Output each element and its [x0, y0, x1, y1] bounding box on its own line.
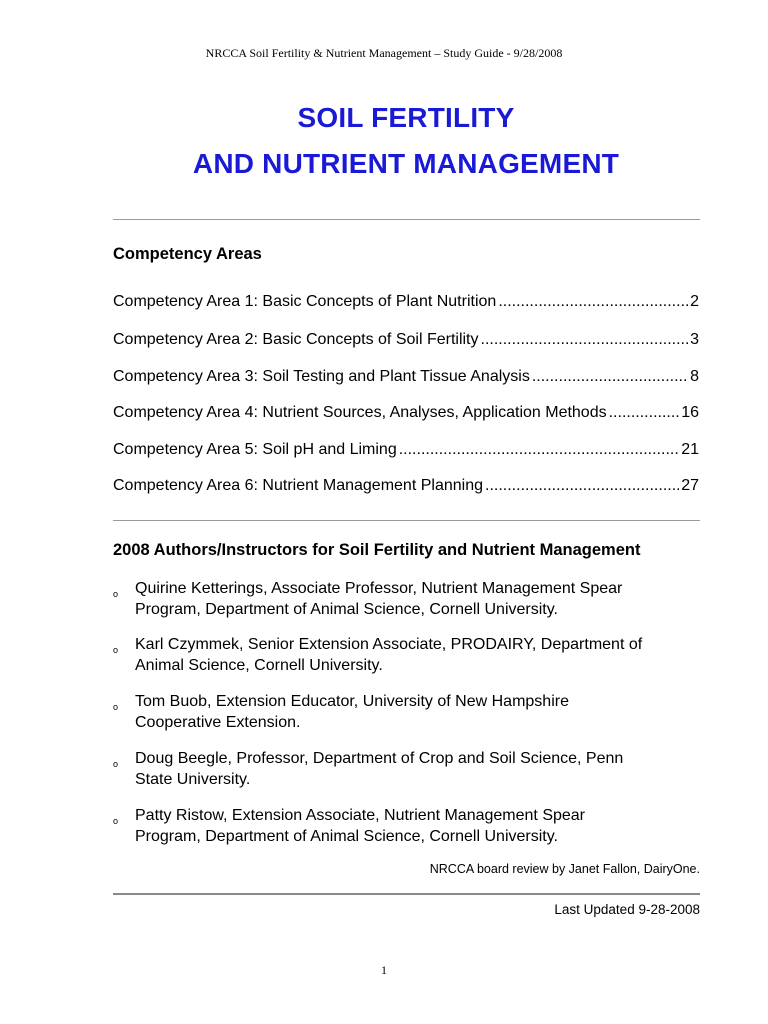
- author-line: Tom Buob, Extension Educator, University of New Hampshire: [135, 693, 569, 710]
- author-line: Cooperative Extension.: [135, 714, 301, 731]
- toc-entry-label: Competency Area 3: Soil Testing and Plant Tissue Analysis: [113, 368, 530, 385]
- toc-entry-page: 2: [690, 293, 699, 310]
- author-line: Program, Department of Animal Science, Cornell University.: [135, 828, 558, 845]
- toc-entry[interactable]: [113, 293, 699, 315]
- toc-entry[interactable]: [113, 404, 699, 426]
- toc-entry[interactable]: [113, 477, 699, 499]
- toc-entry-label: Competency Area 2: Basic Concepts of Soil Fertility: [113, 331, 479, 348]
- author-list-item: [113, 634, 713, 676]
- author-line: Patty Ristow, Extension Associate, Nutrient Management Spear: [135, 807, 586, 824]
- toc-dot-leader: [481, 331, 689, 349]
- author-line: Program, Department of Animal Science, Cornell University.: [135, 601, 558, 618]
- toc-entry-label: Competency Area 4: Nutrient Sources, Analyses, Application Methods: [113, 404, 607, 421]
- bullet-icon: o: [113, 816, 119, 826]
- toc-dot-leader: [399, 441, 679, 459]
- running-header: NRCCA Soil Fertility & Nutrient Management – Study Guide - 9/28/2008: [205, 46, 563, 60]
- toc-entry-page: 21: [681, 441, 699, 458]
- bullet-icon: o: [113, 645, 119, 655]
- toc-entry-page: 16: [681, 404, 699, 421]
- toc-entry[interactable]: [113, 331, 699, 353]
- author-line: Animal Science, Cornell University.: [135, 657, 383, 674]
- toc-entry[interactable]: [113, 368, 699, 390]
- authors-heading: 2008 Authors/Instructors for Soil Fertility and Nutrient Management: [113, 541, 641, 559]
- bullet-icon: o: [113, 702, 119, 712]
- toc-entry-label: Competency Area 5: Soil pH and Liming: [113, 441, 397, 458]
- author-line: State University.: [135, 771, 251, 788]
- author-line: Karl Czymmek, Senior Extension Associate, PRODAIRY, Department of: [135, 636, 643, 653]
- document-title-line-2: AND NUTRIENT MANAGEMENT: [192, 148, 620, 179]
- toc-dot-leader: [532, 368, 688, 386]
- bullet-icon: o: [113, 589, 119, 599]
- author-line: Quirine Ketterings, Associate Professor, Nutrient Management Spear: [135, 580, 623, 597]
- toc-entry[interactable]: [113, 441, 699, 463]
- toc-dot-leader: [609, 404, 680, 422]
- author-list-item: [113, 805, 713, 847]
- author-list-item: [113, 578, 713, 620]
- bullet-icon: o: [113, 759, 119, 769]
- divider: [113, 219, 700, 220]
- author-line: Doug Beegle, Professor, Department of Crop and Soil Science, Penn: [135, 750, 624, 767]
- toc-entry-page: 3: [690, 331, 699, 348]
- competency-heading: Competency Areas: [113, 245, 262, 263]
- toc-entry-page: 27: [681, 477, 699, 494]
- author-list-item: [113, 748, 713, 790]
- document-title-line-1: SOIL FERTILITY: [297, 102, 515, 133]
- last-updated: Last Updated 9-28-2008: [554, 902, 700, 917]
- review-note: NRCCA board review by Janet Fallon, DairyOne.: [429, 862, 700, 876]
- toc-dot-leader: [498, 293, 688, 311]
- page-number: 1: [381, 963, 387, 977]
- toc-entry-label: Competency Area 1: Basic Concepts of Plant Nutrition: [113, 293, 497, 310]
- toc-entry-label: Competency Area 6: Nutrient Management Planning: [113, 477, 483, 494]
- toc-dot-leader: [485, 477, 679, 495]
- author-list-item: [113, 691, 713, 733]
- divider: [113, 893, 700, 895]
- toc-entry-page: 8: [690, 368, 699, 385]
- divider: [113, 520, 700, 521]
